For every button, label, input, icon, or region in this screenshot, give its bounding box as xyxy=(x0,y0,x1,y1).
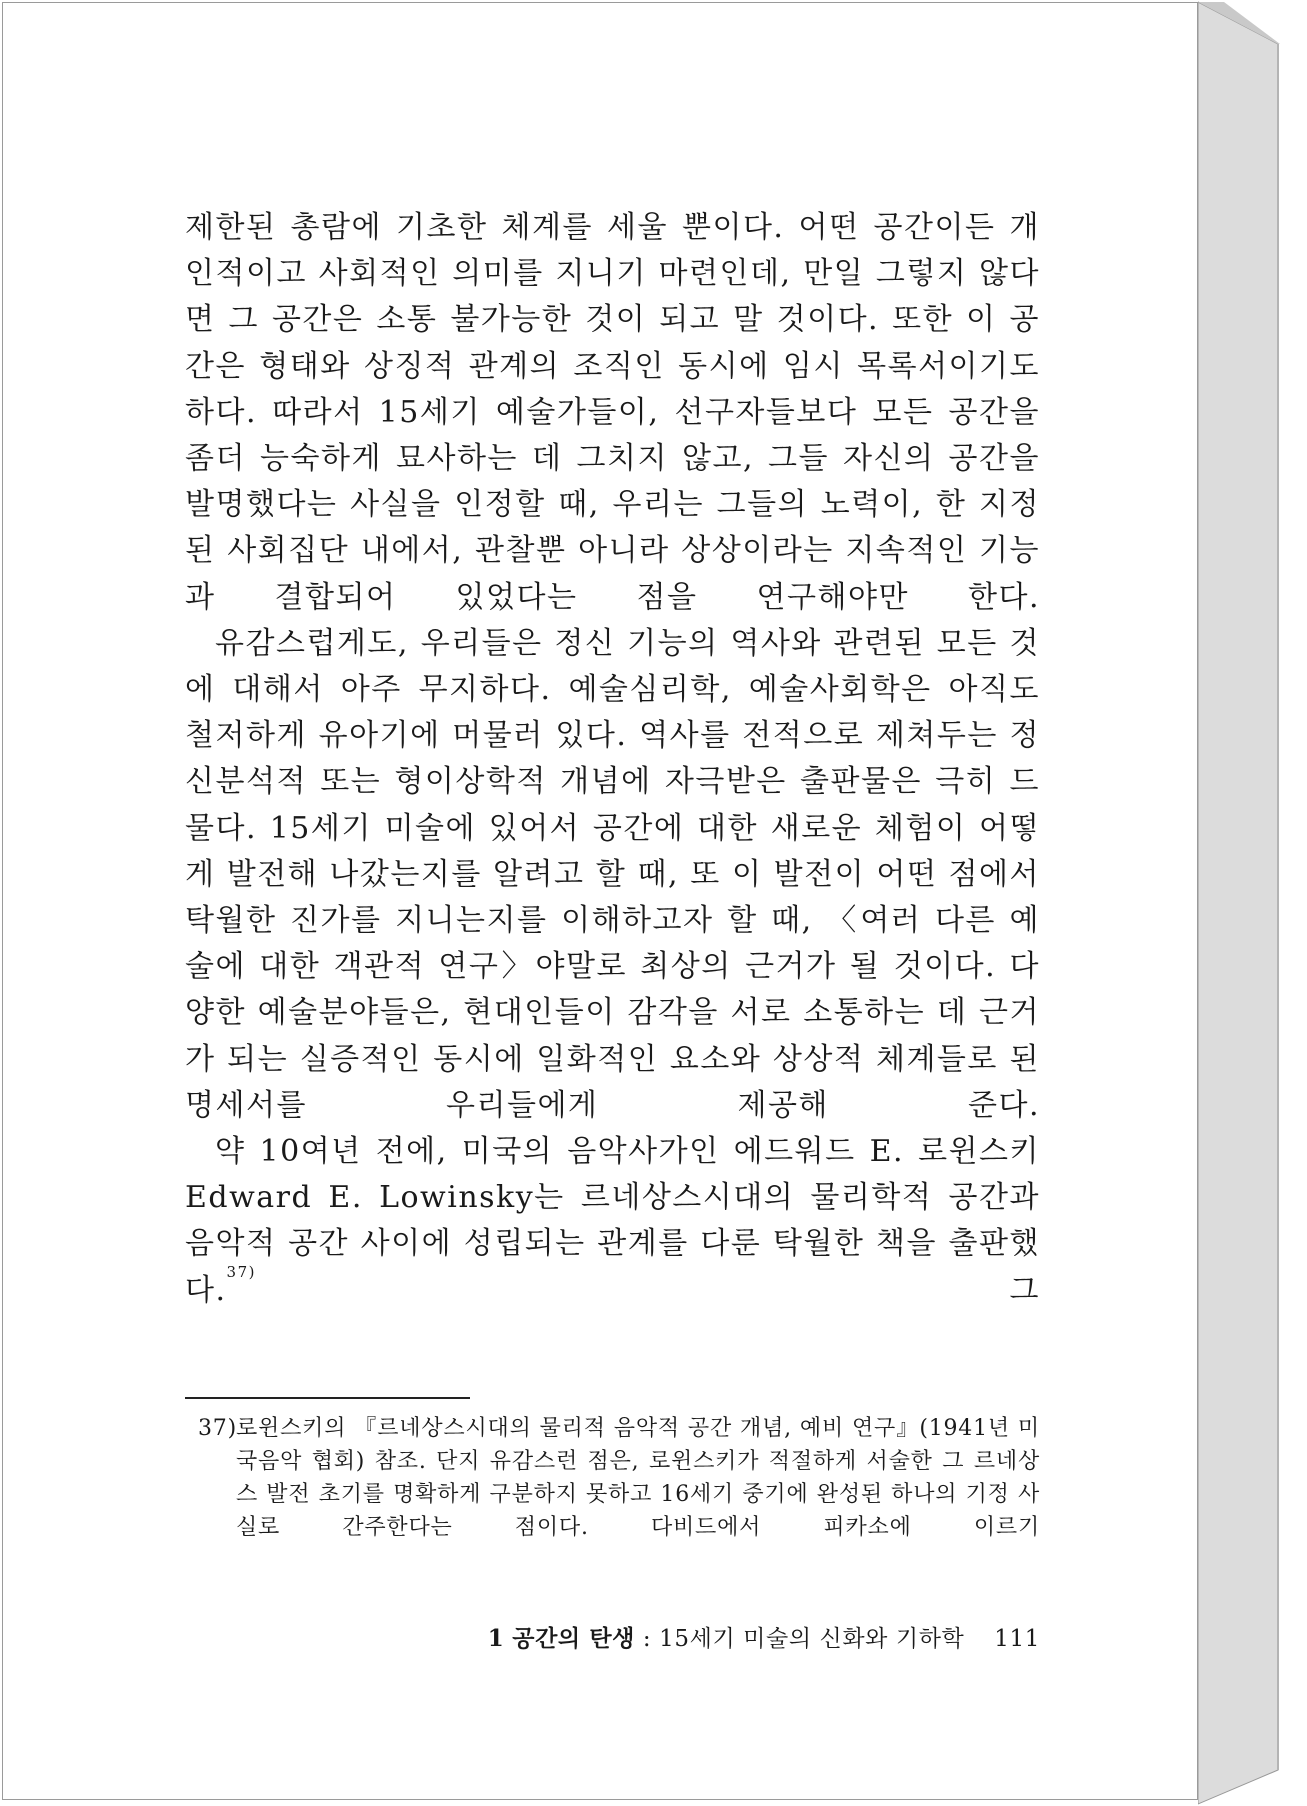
paragraph-2-text: 유감스럽게도, 우리들은 정신 기능의 역사와 관련된 모든 것에 대해서 아주 무지하다. 예술심리학, 예술사회학은 아직도 철저하게 유아기에 머물러 있다. 역사를 전적으로 제쳐두는 정신분석적 또는 형이상학적 개념에 자극받은 출판물은 극히 드물다. 15세기 미술에 있어서 공간에 대한 새로운 체험이 어떻게 발전해 나갔는지를 알려고 할 때, 또 이 발전이 어떤 점에서 탁월한 진가를 지니는지를 이해하고자 할 때, 〈여러 다른 예술에 대한 객관적 연구〉야말로 최상의 근거가 될 것이다. 다양한 예술분야들은, 현대인들이 감각을 서로 소통하는 데 근거가 되는 실증적인 동시에 일화적인 요소와 상상적 체계들로 된 명세서를 우리들에게 제공해 준다. xyxy=(185,625,1040,1123)
paragraph-3-text: 약 10여년 전에, 미국의 음악사가인 에드워드 E. 로윈스키 Edward E. Lowinsky는 르네상스시대의 물리학적 공간과 음악적 공간 사이에 성립되는 관계를 다룬 탁월한 책을 출판했다. xyxy=(185,1134,1040,1308)
book-edge xyxy=(1198,0,1307,1806)
paragraph-3 xyxy=(185,1129,1040,1314)
footnote-text: 로윈스키의 『르네상스시대의 물리적 음악적 공간 개념, 예비 연구』(1941년 미국음악 협회) 참조. 단지 유감스런 점은, 로윈스키가 적절하게 서술한 그 르네상스 발전 초기를 명확하게 구분하지 못하고 16세기 중기에 완성된 하나의 기정 사실로 간주한다는 점이다. 다비드에서 피카소에 이르기 xyxy=(236,1416,1040,1540)
chapter-title: 공간의 탄생 xyxy=(512,1625,635,1652)
chapter-subtitle: 15세기 미술의 신화와 기하학 xyxy=(659,1626,965,1652)
paragraph-3-tail: 그 xyxy=(255,1272,1040,1308)
paragraph-1 xyxy=(185,205,1040,621)
footnote-number: 37) xyxy=(198,1416,237,1441)
page-number: 111 xyxy=(994,1626,1040,1652)
title-separator: : xyxy=(635,1626,660,1652)
running-footer xyxy=(470,1620,1040,1653)
paragraph-2 xyxy=(185,621,1040,1129)
footnote xyxy=(198,1412,1040,1544)
footnote-reference[interactable]: 37) xyxy=(226,1262,256,1281)
body-text xyxy=(185,205,1040,1314)
paragraph-1-text: 제한된 총람에 기초한 체계를 세울 뿐이다. 어떤 공간이든 개인적이고 사회적인 의미를 지니기 마련인데, 만일 그렇지 않다면 그 공간은 소통 불가능한 것이 되고 말 것이다. 또한 이 공간은 형태와 상징적 관계의 조직인 동시에 임시 목록서이기도 하다. 따라서 15세기 예술가들이, 선구자들보다 모든 공간을 좀더 능숙하게 묘사하는 데 그치지 않고, 그들 자신의 공간을 발명했다는 사실을 인정할 때, 우리는 그들의 노력이, 한 지정된 사회집단 내에서, 관찰뿐 아니라 상상이라는 지속적인 기능과 결합되어 있었다는 점을 연구해야만 한다. xyxy=(185,210,1040,615)
chapter-number: 1 xyxy=(487,1625,505,1652)
footnote-divider xyxy=(185,1397,470,1399)
